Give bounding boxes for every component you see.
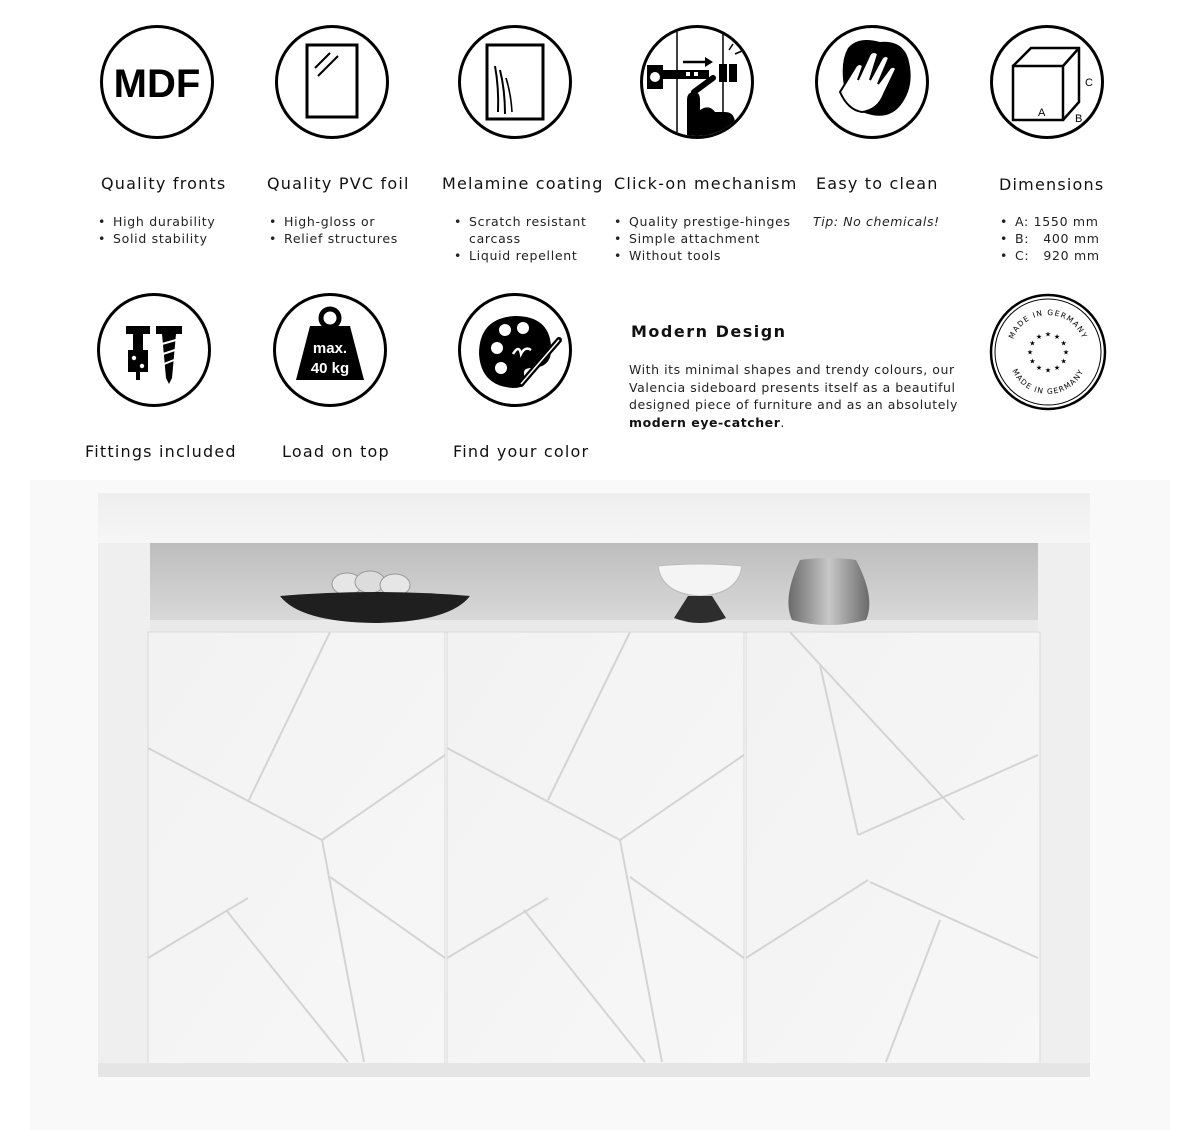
- scratch-panel-icon: [458, 25, 572, 139]
- bullet: • High-gloss or: [269, 213, 398, 230]
- svg-text:A: A: [1038, 107, 1046, 119]
- feature-bullets: [98, 213, 216, 247]
- bullet: • Liquid repellent: [454, 247, 587, 264]
- bullet: • Solid stability: [98, 230, 216, 247]
- seal-stars: [1027, 331, 1069, 375]
- seal-star: ★: [1053, 332, 1061, 341]
- seal-star: ★: [1053, 364, 1061, 373]
- weight-icon: [273, 293, 387, 407]
- sideboard-right-side: [1038, 543, 1090, 1063]
- feature-title: Quality PVC foil: [267, 174, 410, 193]
- bullet: • Relief structures: [269, 230, 398, 247]
- made-in-germany-seal: [989, 293, 1107, 411]
- modern-design-title: Modern Design: [631, 322, 787, 341]
- svg-text:max.: max.: [312, 340, 348, 357]
- decorative-vase: [788, 558, 869, 625]
- bullet: • Simple attachment: [614, 230, 791, 247]
- feature-bullets: [614, 213, 791, 264]
- svg-text:B: B: [1075, 113, 1083, 125]
- design-body: With its minimal shapes and trendy colours, our Valencia sideboard presents itself as a beautiful designed piece of furniture and as an absolutely: [629, 362, 958, 412]
- feature-title: Easy to clean: [816, 174, 939, 193]
- bullet: • Without tools: [614, 247, 791, 264]
- svg-text:MDF: MDF: [113, 62, 201, 106]
- design-emphasis: modern eye-catcher: [629, 414, 781, 430]
- sideboard-top: [98, 493, 1090, 543]
- seal-star: ★: [1029, 339, 1036, 348]
- seal-star: ★: [1026, 348, 1034, 357]
- sideboard-open-shelf: [150, 543, 1038, 633]
- design-end: .: [780, 414, 785, 430]
- bullet: • B: 400 mm: [1000, 230, 1100, 247]
- sideboard-left-side: [98, 543, 150, 1063]
- bullet: carcass: [469, 231, 521, 246]
- glossy-panel-icon: [275, 25, 389, 139]
- feature-title: Melamine coating: [442, 174, 604, 193]
- seal-star: ★: [1044, 330, 1052, 339]
- dimensions-box-icon: [990, 25, 1104, 139]
- feature-title: Quality fronts: [101, 174, 227, 193]
- feature-bullets: [454, 213, 587, 264]
- sideboard-plinth: [98, 1063, 1090, 1077]
- wiping-hand-icon: [815, 25, 929, 139]
- feature-bullets: [1000, 213, 1100, 264]
- feature-title: Click-on mechanism: [614, 174, 798, 193]
- feature-bullets: [269, 213, 398, 247]
- bullet: • C: 920 mm: [1000, 247, 1100, 264]
- bullet: • High durability: [98, 213, 216, 230]
- seal-text-top: MADE IN GERMANY: [1006, 307, 1090, 341]
- seal-star: ★: [1060, 357, 1067, 366]
- feature-title: Fittings included: [85, 442, 237, 461]
- modern-design-text: [629, 361, 959, 431]
- seal-text-bottom: MADE IN GERMANY: [1010, 367, 1086, 397]
- seal-star: ★: [1035, 364, 1043, 373]
- seal-star: ★: [1062, 348, 1070, 357]
- svg-text:40 kg: 40 kg: [310, 360, 350, 377]
- bullet: • Quality prestige-hinges: [614, 213, 791, 230]
- bullet: • Scratch resistant: [454, 213, 587, 230]
- seal-star: ★: [1029, 357, 1036, 366]
- svg-text:C: C: [1085, 77, 1093, 89]
- feature-title: Load on top: [282, 442, 390, 461]
- feature-title: Find your color: [453, 442, 590, 461]
- tip-text: Tip: No chemicals!: [813, 214, 940, 229]
- sideboard-product-image: [30, 480, 1170, 1130]
- hinge-click-icon: [640, 25, 754, 139]
- feature-title: Dimensions: [999, 175, 1105, 194]
- fittings-icon: [97, 293, 211, 407]
- seal-star: ★: [1044, 366, 1052, 375]
- mdf-icon: [100, 25, 214, 139]
- paint-palette-icon: [458, 293, 572, 407]
- seal-star: ★: [1035, 332, 1043, 341]
- bullet: • A: 1550 mm: [1000, 213, 1100, 230]
- seal-star: ★: [1060, 339, 1067, 348]
